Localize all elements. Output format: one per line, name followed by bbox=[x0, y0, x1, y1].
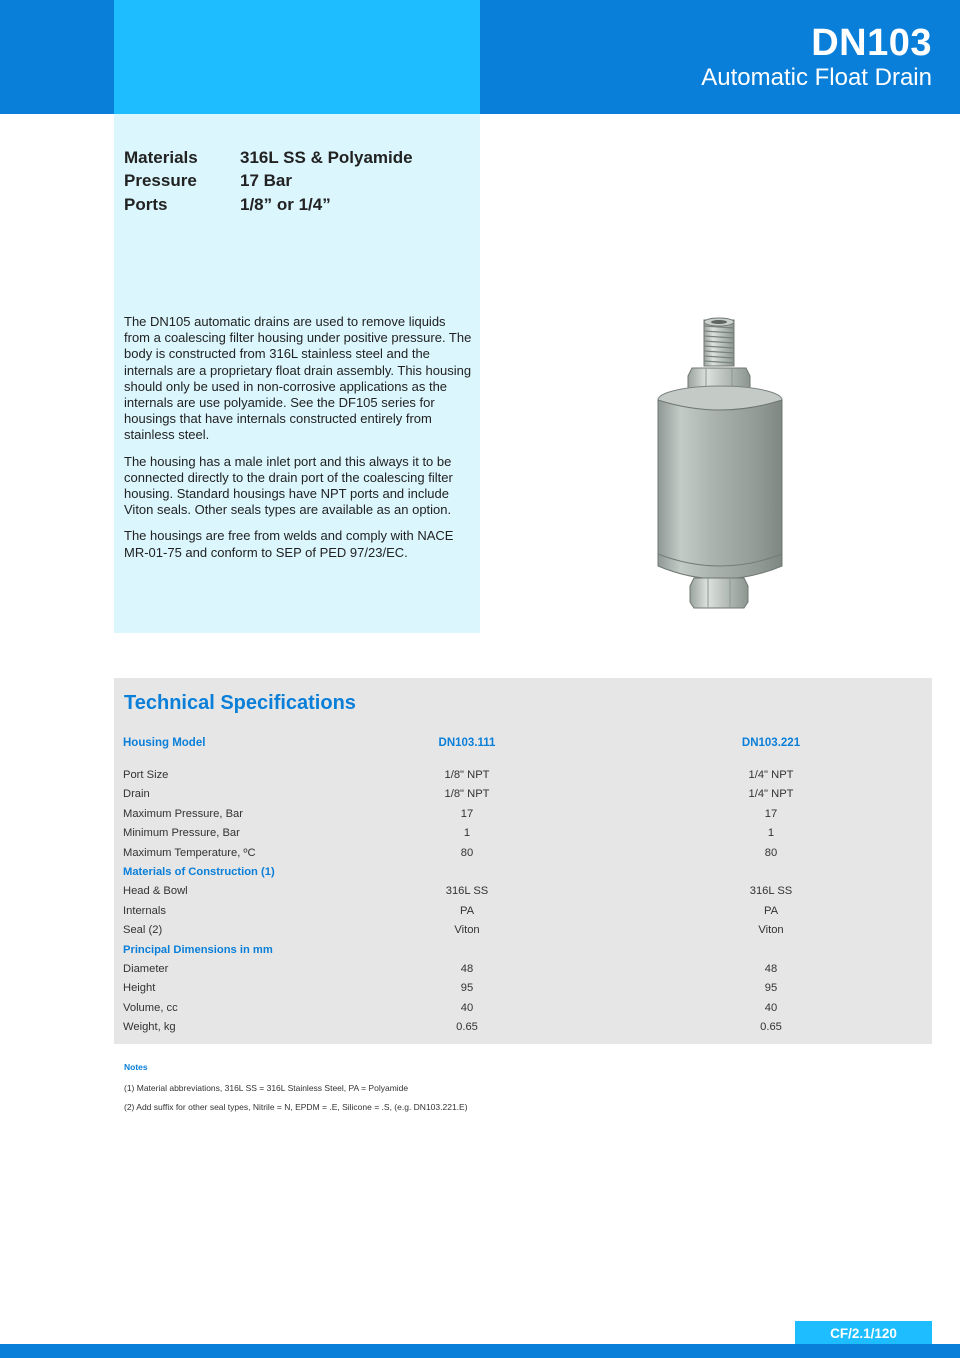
note-line: (2) Add suffix for other seal types, Nitrile = N, EPDM = .E, Silicone = .S, (e.g. DN103.221.E) bbox=[124, 1102, 468, 1112]
row-label: Port Size bbox=[123, 769, 169, 781]
row-label: Minimum Pressure, Bar bbox=[123, 827, 240, 840]
row-value-b: 1/4" NPT bbox=[748, 769, 794, 781]
note-line: (1) Material abbreviations, 316L SS = 316L Stainless Steel, PA = Polyamide bbox=[124, 1083, 409, 1093]
table-row bbox=[114, 805, 932, 824]
table-row bbox=[114, 844, 932, 863]
row-value-a: Viton bbox=[454, 924, 480, 937]
row-label: Maximum Temperature, ºC bbox=[123, 846, 256, 859]
table-row bbox=[114, 785, 932, 804]
key-spec-pressure bbox=[124, 170, 413, 194]
description-paragraph: The housing has a male inlet port and this always it to be connected directly to the drain port of the coalescing filter housing. Standard housings have NPT ports and include Viton seals. Other seals types are available as an option. bbox=[124, 453, 453, 518]
section-heading bbox=[114, 863, 932, 882]
header-label: Housing Model bbox=[123, 737, 206, 749]
row-value-a: 17 bbox=[460, 807, 474, 820]
row-label: Internals bbox=[123, 904, 166, 917]
row-label: Head & Bowl bbox=[123, 885, 188, 898]
row-value-b: 17 bbox=[764, 807, 778, 820]
notes bbox=[124, 1062, 468, 1121]
row-value-b: PA bbox=[763, 904, 779, 917]
row-value-b: 316L SS bbox=[749, 885, 793, 898]
table-row bbox=[114, 1018, 932, 1037]
specs-title: Technical Specifications bbox=[124, 692, 356, 714]
description-paragraph: The housings are free from welds and comply with NACE MR-01-75 and conform to SEP of PED 97/23/EC. bbox=[124, 528, 454, 560]
row-value-b: 48 bbox=[764, 962, 778, 975]
row-label: Height bbox=[123, 982, 156, 995]
row-value-a: 0.65 bbox=[456, 1021, 478, 1034]
key-spec-label: Ports bbox=[124, 194, 168, 214]
table-header bbox=[114, 732, 932, 754]
row-value-b: 1 bbox=[767, 827, 775, 840]
section-label: Principal Dimensions in mm bbox=[123, 943, 273, 956]
table-row bbox=[114, 960, 932, 979]
description-paragraph: The DN105 automatic drains are used to remove liquids from a coalescing filter housing under positive pressure. The body is constructed from 316L stainless steel and the internals are a proprietary float drain assembly. This housing should only be used in non-corrosive applications as the internals are use polyamide. See the DF105 series for housings that have internals constructed entirely from stainless steel. bbox=[124, 314, 472, 443]
row-value-a: 316L SS bbox=[445, 885, 489, 898]
row-value-a: 1/8" NPT bbox=[444, 788, 490, 801]
table-row bbox=[114, 979, 932, 998]
row-value-a: 1 bbox=[463, 827, 471, 840]
row-value-b: 0.65 bbox=[760, 1021, 782, 1034]
row-value-a: 95 bbox=[460, 982, 474, 995]
product-name: Automatic Float Drain bbox=[701, 64, 932, 91]
row-label: Drain bbox=[123, 788, 150, 801]
header-accent-block bbox=[114, 0, 480, 114]
document-reference: CF/2.1/120 bbox=[795, 1321, 932, 1345]
row-label: Diameter bbox=[123, 962, 169, 975]
row-label: Seal (2) bbox=[123, 924, 163, 937]
row-label: Volume, cc bbox=[123, 1001, 178, 1014]
row-value-b: 1/4" NPT bbox=[748, 788, 794, 801]
table-row bbox=[114, 882, 932, 901]
row-value-a: PA bbox=[459, 904, 475, 917]
row-value-a: 40 bbox=[460, 1001, 474, 1014]
row-label: Maximum Pressure, Bar bbox=[123, 807, 243, 820]
product-image bbox=[640, 310, 810, 622]
table-row bbox=[114, 921, 932, 940]
header-model-a: DN103.111 bbox=[438, 737, 496, 749]
key-spec-value: 17 Bar bbox=[240, 171, 292, 191]
row-value-b: Viton bbox=[758, 924, 784, 937]
section-label: Materials of Construction (1) bbox=[123, 865, 275, 878]
row-value-a: 80 bbox=[460, 846, 474, 859]
notes-title: Notes bbox=[124, 1062, 148, 1072]
product-code: DN103 bbox=[811, 22, 932, 64]
row-label: Weight, kg bbox=[123, 1021, 176, 1034]
key-spec-value: 316L SS & Polyamide bbox=[240, 147, 413, 167]
key-specs bbox=[124, 146, 413, 217]
table-row bbox=[114, 999, 932, 1018]
row-value-b: 95 bbox=[764, 982, 778, 995]
row-value-b: 80 bbox=[764, 846, 778, 859]
table-row bbox=[114, 902, 932, 921]
header-model-b: DN103.221 bbox=[741, 737, 801, 749]
description bbox=[124, 314, 474, 571]
key-spec-label: Materials bbox=[124, 147, 198, 167]
key-spec-value: 1/8” or 1/4” bbox=[240, 194, 331, 214]
row-value-b: 40 bbox=[764, 1001, 778, 1014]
footer-bar bbox=[0, 1344, 960, 1358]
row-value-a: 48 bbox=[460, 962, 474, 975]
key-spec-label: Pressure bbox=[124, 171, 197, 191]
table-row bbox=[114, 824, 932, 843]
key-spec-ports bbox=[124, 193, 413, 217]
key-spec-materials bbox=[124, 146, 413, 170]
row-value-a: 1/8" NPT bbox=[444, 769, 490, 781]
specs-table bbox=[114, 732, 932, 1037]
section-heading bbox=[114, 941, 932, 960]
table-row bbox=[114, 766, 932, 785]
